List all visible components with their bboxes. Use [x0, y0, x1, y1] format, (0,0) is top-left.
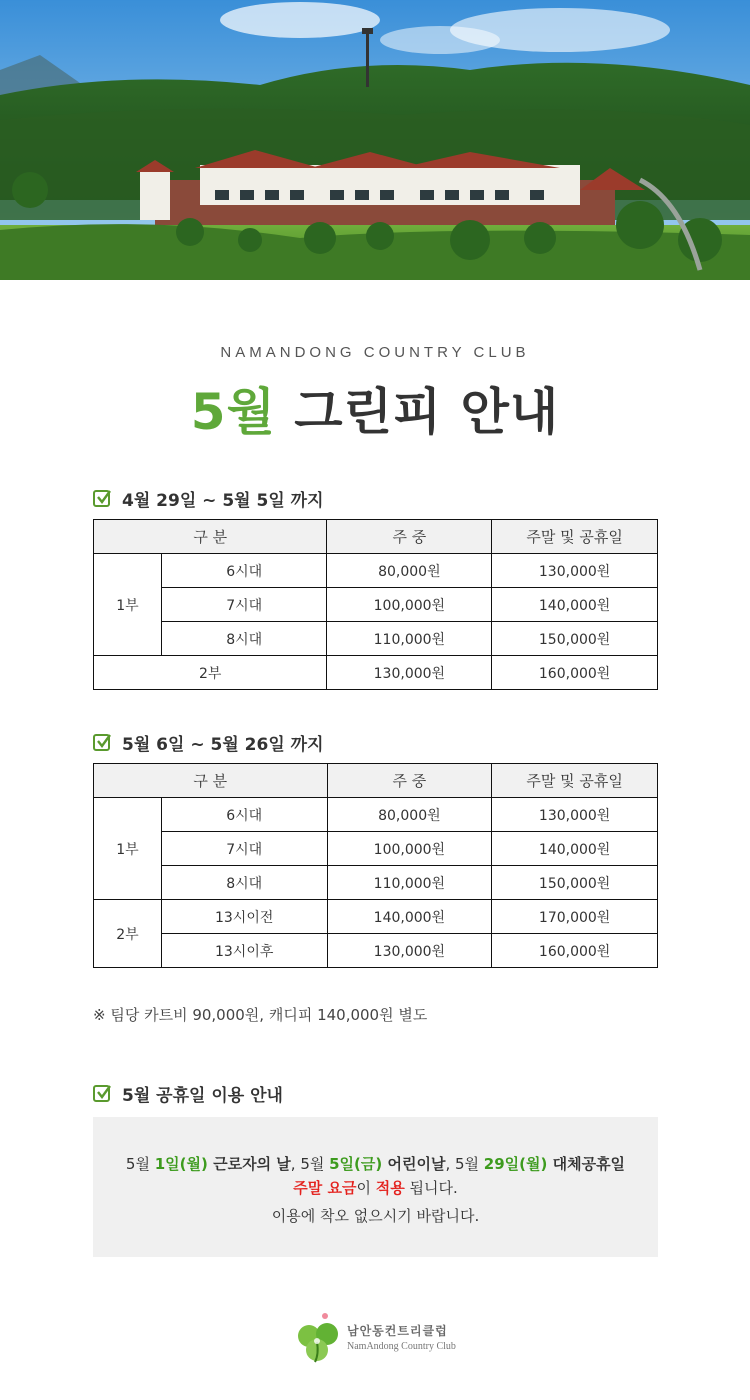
table-row: [94, 588, 658, 622]
notice-date: 1일(월): [154, 1155, 208, 1173]
checkbox-icon: [93, 1085, 110, 1102]
part-label: 2부: [94, 656, 327, 690]
hero-clubhouse-image: [0, 0, 750, 280]
notice-highlight: 주말 요금: [293, 1179, 357, 1197]
weekday-cell: 130,000원: [327, 934, 492, 968]
col-header-weekend: 주말 및 공휴일: [492, 764, 658, 798]
weekday-cell: 100,000원: [327, 832, 492, 866]
weekday-cell: 80,000원: [327, 798, 492, 832]
table-row: [94, 832, 658, 866]
table-row: [94, 622, 658, 656]
section3-heading: [93, 1081, 283, 1105]
part-label: 2부: [94, 900, 162, 968]
time-cell: 13시이전: [161, 900, 327, 934]
notice-holiday-name: 대체공휴일: [547, 1155, 626, 1173]
col-header-division: 구 분: [94, 520, 327, 554]
notice-line-2: [93, 1177, 658, 1198]
weekend-cell: 130,000원: [492, 554, 658, 588]
fee-note: ※ 팀당 카트비 90,000원, 캐디피 140,000원 별도: [93, 1006, 428, 1024]
page-subtitle: NAMANDONG COUNTRY CLUB: [220, 344, 530, 361]
page-title: [0, 372, 750, 444]
table-row: [94, 656, 658, 690]
checkbox-icon: [93, 490, 110, 507]
notice-highlight: 적용: [375, 1179, 405, 1197]
section1-heading: [93, 486, 324, 510]
checkbox-icon: [93, 734, 110, 751]
title-accent: 5월: [190, 383, 276, 441]
weekday-cell: 140,000원: [327, 900, 492, 934]
weekend-cell: 150,000원: [492, 866, 658, 900]
time-cell: 8시대: [161, 622, 327, 656]
title-rest: 그린피 안내: [275, 383, 560, 441]
time-cell: 6시대: [161, 554, 327, 588]
notice-line-1: [93, 1153, 658, 1174]
notice-text: , 5월: [290, 1155, 330, 1173]
col-header-weekday: 주 중: [327, 520, 492, 554]
weekend-cell: 160,000원: [492, 934, 658, 968]
time-cell: 7시대: [161, 832, 327, 866]
weekday-cell: 130,000원: [327, 656, 492, 690]
section1-heading-label: 4월 29일 ~ 5월 5일 까지: [122, 490, 324, 511]
part-label: 1부: [94, 798, 162, 900]
table-row: [94, 798, 658, 832]
table-row: [94, 900, 658, 934]
col-header-weekend: 주말 및 공휴일: [492, 520, 658, 554]
weekday-cell: 110,000원: [327, 622, 492, 656]
table-row: [94, 934, 658, 968]
logo-english-name: NamAndong Country Club: [347, 1341, 456, 1352]
part-label: 1부: [94, 554, 162, 656]
weekday-cell: 100,000원: [327, 588, 492, 622]
table-row: [94, 554, 658, 588]
weekend-cell: 130,000원: [492, 798, 658, 832]
weekday-cell: 80,000원: [327, 554, 492, 588]
notice-date: 29일(월): [483, 1155, 548, 1173]
weekend-cell: 150,000원: [492, 622, 658, 656]
notice-holiday-name: 근로자의 날: [207, 1155, 291, 1173]
notice-date: 5일(금): [329, 1155, 383, 1173]
col-header-division: 구 분: [94, 764, 328, 798]
logo-korean-name: 남안동컨트리클럽: [347, 1324, 448, 1338]
section2-heading: [93, 730, 324, 754]
notice-text: 됩니다.: [404, 1179, 458, 1197]
time-cell: 13시이후: [161, 934, 327, 968]
table-row: [94, 866, 658, 900]
weekend-cell: 160,000원: [492, 656, 658, 690]
notice-line-3: 이용에 착오 없으시기 바랍니다.: [271, 1207, 480, 1225]
fee-table-1: [93, 519, 658, 690]
clover-logo-icon: [295, 1310, 341, 1364]
time-cell: 7시대: [161, 588, 327, 622]
weekend-cell: 170,000원: [492, 900, 658, 934]
notice-text: 5월: [125, 1155, 155, 1173]
notice-text: 이: [356, 1179, 376, 1197]
holiday-notice-box: [93, 1117, 658, 1257]
col-header-weekday: 주 중: [327, 764, 492, 798]
section3-heading-label: 5월 공휴일 이용 안내: [122, 1085, 283, 1106]
notice-holiday-name: 어린이날: [382, 1155, 446, 1173]
weekend-cell: 140,000원: [492, 832, 658, 866]
time-cell: 6시대: [161, 798, 327, 832]
weekend-cell: 140,000원: [492, 588, 658, 622]
section2-heading-label: 5월 6일 ~ 5월 26일 까지: [122, 734, 324, 755]
time-cell: 8시대: [161, 866, 327, 900]
fee-table-2: [93, 763, 658, 968]
notice-text: , 5월: [445, 1155, 484, 1173]
club-logo: [295, 1310, 456, 1364]
weekday-cell: 110,000원: [327, 866, 492, 900]
